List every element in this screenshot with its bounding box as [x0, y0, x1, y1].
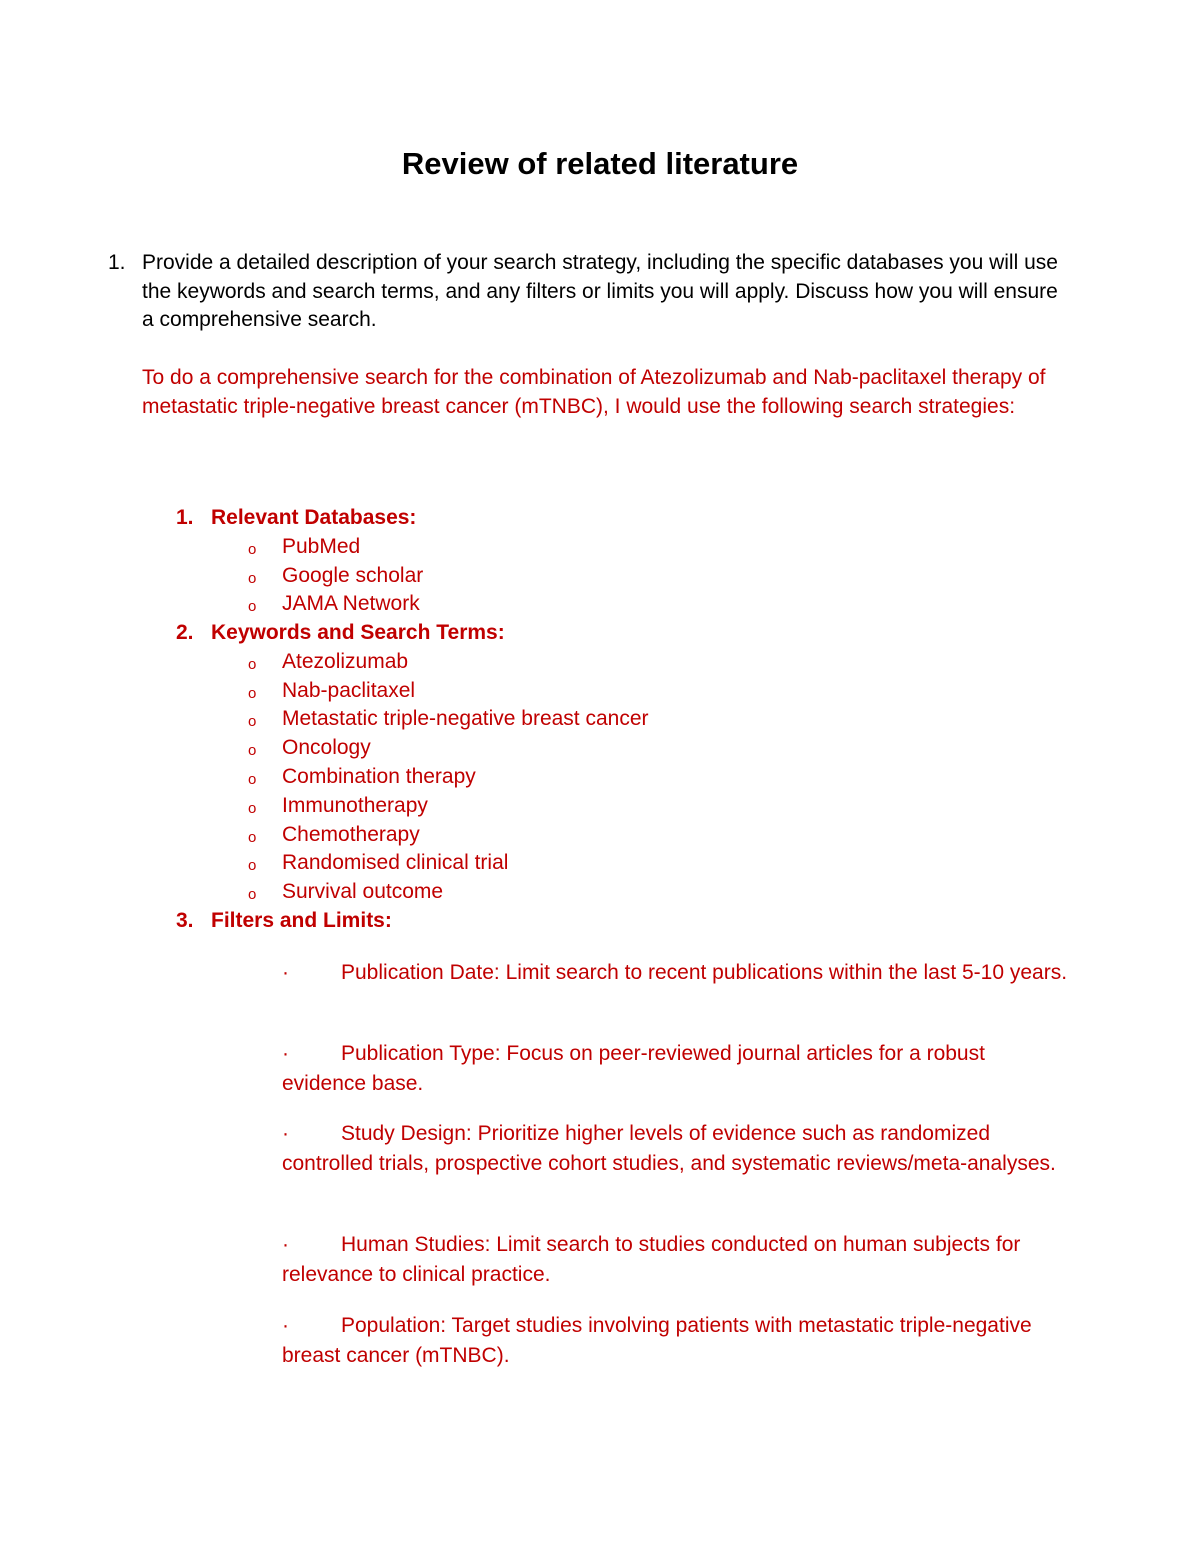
list-item-label: Nab-paclitaxel [282, 678, 416, 702]
section-heading [176, 619, 1076, 648]
circle-bullet-icon: o [248, 828, 257, 846]
circle-bullet-icon: o [248, 713, 257, 731]
circle-bullet-icon: o [248, 857, 257, 875]
filter-text: Publication Type: Focus on peer-reviewed journal articles for a robust evidence base. [282, 1042, 985, 1095]
circle-bullet-icon: o [248, 569, 257, 587]
list-item-label: PubMed [282, 534, 361, 558]
circle-bullet-icon: o [248, 598, 257, 616]
circle-bullet-icon: o [248, 742, 257, 760]
section-heading [176, 504, 1076, 533]
circle-bullet-icon: o [248, 799, 257, 817]
circle-bullet-icon: o [248, 886, 257, 904]
list-item-label: Atezolizumab [282, 649, 409, 673]
circle-bullet-icon: o [248, 655, 257, 673]
filter-item [282, 1311, 1072, 1370]
question-number: 1. [108, 251, 126, 274]
section-number: 2. [176, 621, 194, 644]
list-item-label: Metastatic triple-negative breast cancer [282, 707, 649, 731]
section-heading [176, 907, 1076, 936]
section-number: 1. [176, 506, 194, 529]
list-item [176, 648, 1076, 677]
list-item [176, 677, 1076, 706]
list-item [176, 849, 1076, 878]
dot-bullet-icon: · [282, 1314, 289, 1337]
circle-bullet-icon: o [248, 770, 257, 788]
section-number: 3. [176, 909, 194, 932]
filter-text: Human Studies: Limit search to studies conducted on human subjects for relevance to clinical practice. [282, 1233, 1021, 1286]
section-keywords [176, 619, 1076, 907]
filter-item [282, 1119, 1072, 1178]
filter-item [282, 1230, 1072, 1289]
list-item-label: Survival outcome [282, 880, 444, 904]
list-item-label: Randomised clinical trial [282, 851, 509, 875]
list-item [176, 763, 1076, 792]
list-item-label: Chemotherapy [282, 822, 420, 846]
list-item-label: Google scholar [282, 563, 424, 587]
answer-intro: To do a comprehensive search for the combination of Atezolizumab and Nab-paclitaxel therapy of metastatic triple-negative breast cancer (mTNBC), I would use the following search strategies: [142, 366, 1046, 418]
dot-bullet-icon: · [282, 1042, 289, 1065]
section-relevant-databases [176, 504, 1076, 619]
list-item [176, 705, 1076, 734]
filter-item [282, 1039, 1072, 1098]
section-title: Keywords and Search Terms: [211, 621, 505, 644]
list-item [176, 878, 1076, 907]
question-1 [108, 249, 1068, 335]
list-item-label: JAMA Network [282, 592, 420, 616]
list-item-label: Oncology [282, 736, 371, 760]
page-title: Review of related literature [401, 146, 799, 181]
list-item [176, 562, 1076, 591]
question-text: Provide a detailed description of your search strategy, including the specific databases you will use the keywords and search terms, and any filters or limits you will apply. Discuss how you will ensure a comprehensive search. [142, 251, 1058, 331]
dot-bullet-icon: · [282, 961, 289, 984]
list-item [176, 533, 1076, 562]
list-item [176, 821, 1076, 850]
filter-text: Population: Target studies involving patients with metastatic triple-negative breast cancer (mTNBC). [282, 1314, 1032, 1367]
section-title: Filters and Limits: [211, 909, 392, 932]
circle-bullet-icon: o [248, 684, 257, 702]
section-filters [176, 907, 1076, 936]
list-item [176, 590, 1076, 619]
circle-bullet-icon: o [248, 540, 257, 558]
filter-text: Study Design: Prioritize higher levels of evidence such as randomized controlled trials, prospective cohort studies, and systematic reviews/meta-analyses. [282, 1122, 1056, 1175]
list-item [176, 734, 1076, 763]
list-item [176, 792, 1076, 821]
filter-text: Publication Date: Limit search to recent publications within the last 5-10 years. [341, 961, 1068, 984]
section-title: Relevant Databases: [211, 506, 417, 529]
dot-bullet-icon: · [282, 1122, 289, 1145]
dot-bullet-icon: · [282, 1233, 289, 1256]
list-item-label: Combination therapy [282, 764, 476, 788]
filter-item [282, 958, 1072, 988]
list-item-label: Immunotherapy [282, 793, 428, 817]
